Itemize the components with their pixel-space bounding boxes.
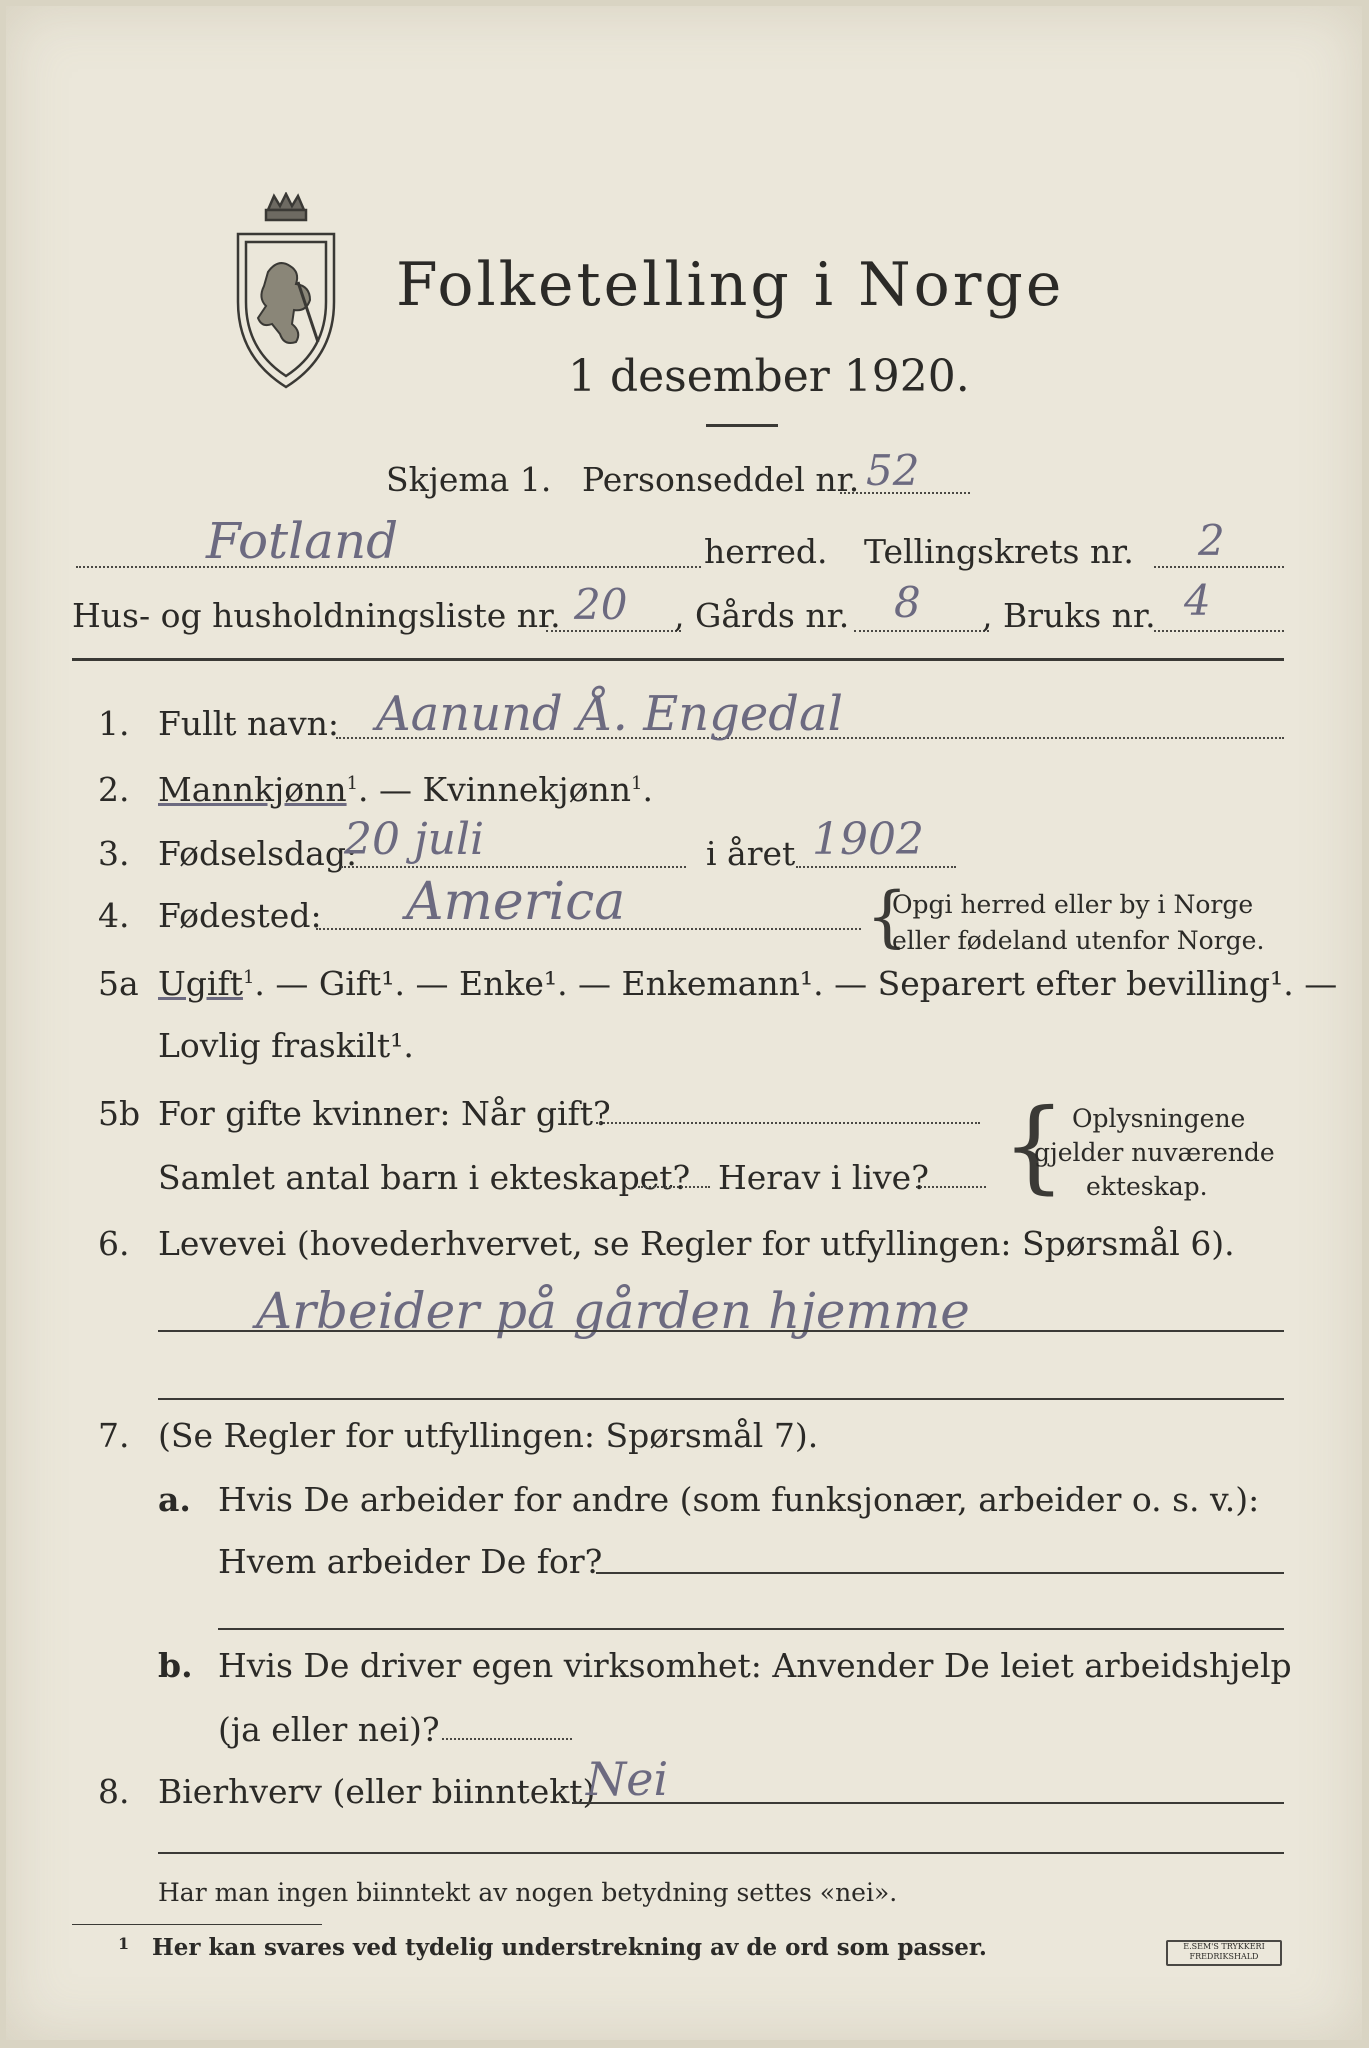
q7b-line[interactable]: [442, 1738, 572, 1740]
q5a-number: 5a: [98, 964, 139, 1003]
q7a-line-2[interactable]: [218, 1628, 1284, 1630]
q3-label: Fødselsdag:: [158, 834, 358, 873]
q7b-label: Hvis De driver egen virksomhet: Anvender De leiet arbeidshjelp: [218, 1646, 1292, 1685]
q4-label: Fødested:: [158, 896, 322, 935]
bruks-line: [1154, 630, 1284, 632]
q6-label: Levevei (hovederhvervet, se Regler for utfyllingen: Spørsmål 6).: [158, 1224, 1235, 1263]
herred-label: herred.: [704, 532, 828, 571]
q5b-children-line[interactable]: [638, 1186, 710, 1188]
q3-value[interactable]: 20 juli: [344, 814, 485, 865]
hus-value[interactable]: 20: [574, 580, 628, 629]
q7-label: (Se Regler for utfyllingen: Spørsmål 7).: [158, 1416, 819, 1455]
q3-number: 3.: [98, 834, 130, 873]
header-separator: [72, 658, 1284, 661]
q5b-label: For gifte kvinner: Når gift?: [158, 1094, 611, 1133]
q4-note-2: eller fødeland utenfor Norge.: [892, 926, 1265, 955]
personseddel-value[interactable]: 52: [866, 446, 920, 495]
q4-note-1: Opgi herred eller by i Norge: [892, 890, 1254, 919]
nei-note: Har man ingen biinntekt av nogen betydning settes «nei».: [158, 1878, 898, 1907]
q5b-brace: {: [1002, 1087, 1066, 1204]
q2-options: Mannkjønn$^1$. — Kvinnekjønn$^1$.: [158, 770, 653, 809]
footnote-text: Her kan svares ved tydelig understrekning av de ord som passer.: [152, 1934, 987, 1961]
gards-line: [854, 630, 989, 632]
q3-line: [341, 866, 686, 868]
q1-value[interactable]: Aanund Å. Engedal: [376, 686, 843, 742]
q2-number: 2.: [98, 770, 130, 809]
q6-number: 6.: [98, 1224, 130, 1263]
q6-line-2: [158, 1398, 1284, 1400]
personseddel-label: Personseddel nr.: [582, 460, 860, 499]
q7a-number: a.: [158, 1480, 191, 1519]
census-form: [6, 6, 1362, 2040]
hus-line: [546, 630, 681, 632]
q5b-note-1: Oplysningene: [1072, 1104, 1246, 1133]
footnote-number: 1: [118, 1934, 130, 1953]
tellingskrets-value[interactable]: 2: [1198, 516, 1225, 565]
q8-value[interactable]: Nei: [586, 1752, 669, 1806]
gards-value[interactable]: 8: [894, 578, 921, 627]
schema-label: Skjema 1.: [386, 460, 552, 499]
q5b-note-3: ekteskap.: [1086, 1172, 1208, 1201]
herred-line: [76, 566, 701, 568]
q5a-ugift[interactable]: Ugift: [158, 964, 243, 1003]
q8-number: 8.: [98, 1772, 130, 1811]
q5b-note-2: gjelder nuværende: [1034, 1138, 1275, 1167]
q1-number: 1.: [98, 704, 130, 743]
q7b-number: b.: [158, 1646, 193, 1685]
q3-year-line: [796, 866, 956, 868]
q7a-line-1[interactable]: [596, 1572, 1284, 1574]
norway-lion-crest-icon: [228, 192, 344, 392]
q8-line-1: [572, 1802, 1284, 1804]
q5b-number: 5b: [98, 1094, 141, 1133]
gards-label: , Gårds nr.: [674, 596, 850, 635]
title-divider: [706, 424, 778, 427]
q5a-other-options[interactable]: . — Gift¹. — Enke¹. — Enkemann¹. — Separert efter bevilling¹. —: [254, 964, 1338, 1003]
q7b-label2: (ja eller nei)?: [218, 1710, 440, 1749]
q7-number: 7.: [98, 1416, 130, 1455]
q2-mann[interactable]: Mannkjønn: [158, 770, 347, 809]
q5b-when-line[interactable]: [596, 1122, 980, 1124]
form-date: 1 desember 1920.: [568, 351, 970, 402]
footnote-rule: [72, 1924, 322, 1925]
bruks-label: , Bruks nr.: [982, 596, 1156, 635]
q3-year-value[interactable]: 1902: [812, 814, 924, 865]
q8-label: Bierhverv (eller biinntekt): [158, 1772, 596, 1811]
q2-kvinne[interactable]: . — Kvinnekjønn: [358, 770, 631, 809]
q5b-alive-line[interactable]: [916, 1186, 986, 1188]
q8-line-2: [158, 1852, 1284, 1854]
printer-stamp: E.SEM'S TRYKKERI FREDRIKSHALD: [1166, 1940, 1282, 1966]
herred-value[interactable]: Fotland: [206, 512, 399, 570]
tellingskrets-label: Tellingskrets nr.: [864, 532, 1134, 571]
tellingskrets-line: [1154, 566, 1284, 568]
q6-value[interactable]: Arbeider på gården hjemme: [256, 1282, 970, 1340]
hus-label: Hus- og husholdningsliste nr.: [72, 596, 561, 635]
q5b-label2: Samlet antal barn i ekteskapet?: [158, 1158, 691, 1197]
q5a-line2[interactable]: Lovlig fraskilt¹.: [158, 1026, 414, 1065]
q4-brace: {: [866, 878, 908, 955]
bruks-value[interactable]: 4: [1184, 576, 1211, 625]
q5b-label3: Herav i live?: [718, 1158, 929, 1197]
q5a-options: Ugift$^1$. — Gift¹. — Enke¹. — Enkemann¹. — Separert efter bevilling¹. —: [158, 964, 1338, 1003]
q4-value[interactable]: America: [406, 872, 626, 932]
q7a-label2: Hvem arbeider De for?: [218, 1542, 603, 1581]
q6-line-1: [158, 1330, 1284, 1332]
form-title: Folketelling i Norge: [396, 250, 1065, 320]
q7a-label: Hvis De arbeider for andre (som funksjonær, arbeider o. s. v.):: [218, 1480, 1260, 1519]
q4-number: 4.: [98, 896, 130, 935]
q1-label: Fullt navn:: [158, 704, 339, 743]
q3-year-label: i året: [706, 834, 796, 873]
